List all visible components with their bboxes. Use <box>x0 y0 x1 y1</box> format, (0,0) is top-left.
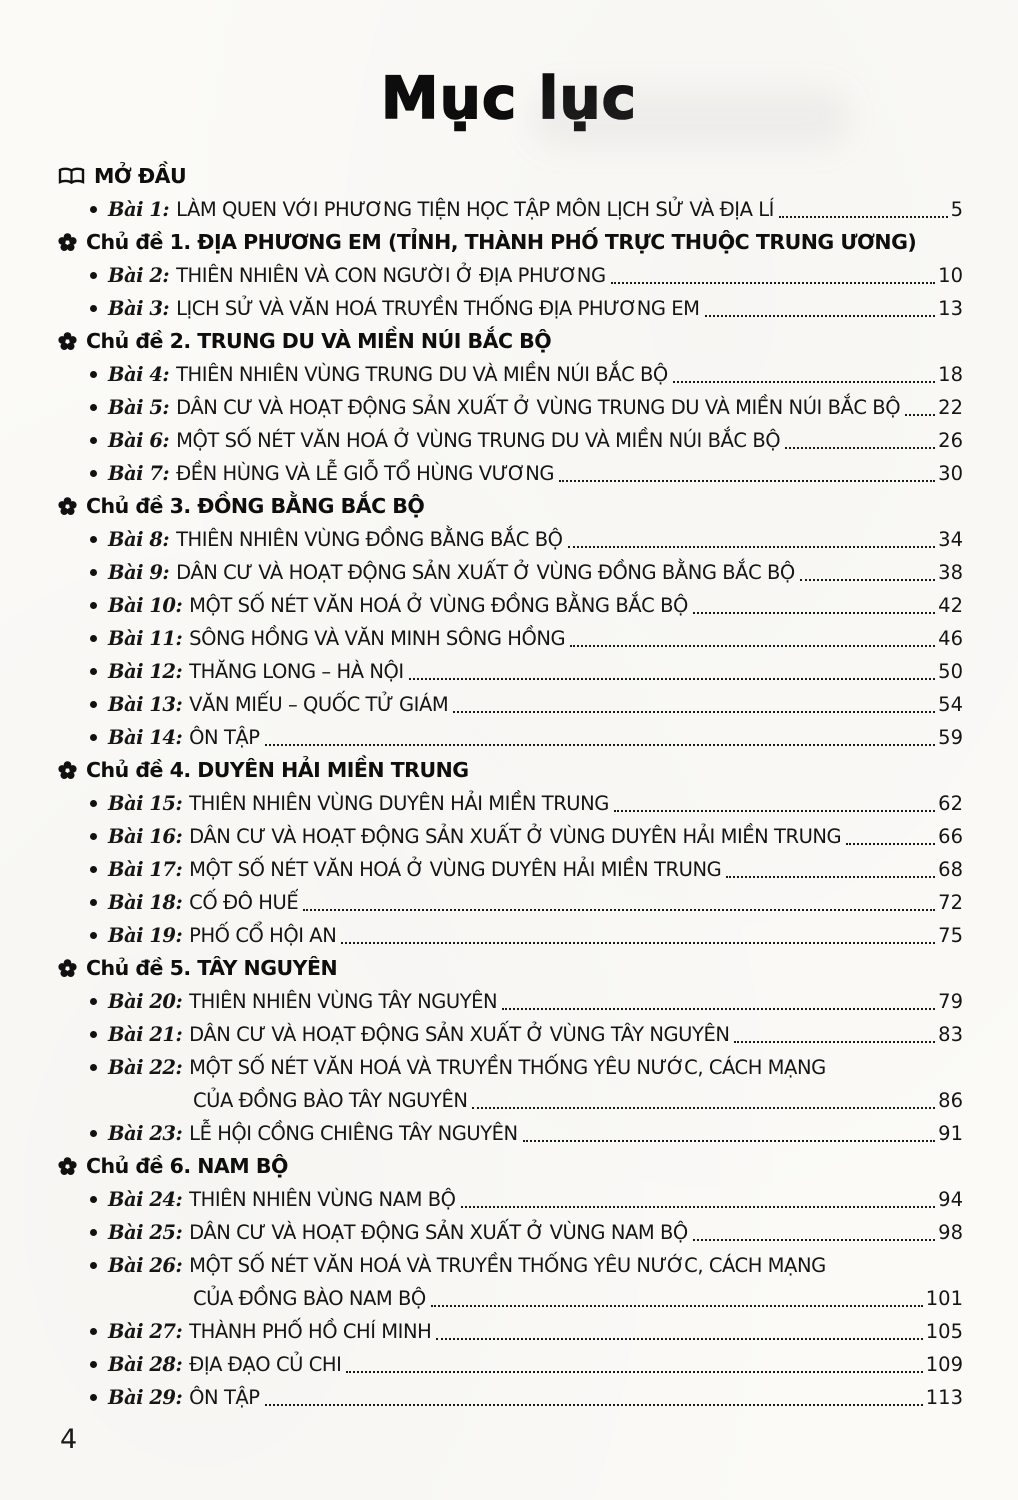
lesson-title: ĐỊA ĐẠO CỦ CHI <box>189 1352 342 1376</box>
dot-leader <box>905 414 935 416</box>
flower-icon <box>58 959 77 978</box>
bullet-icon <box>90 899 97 906</box>
toc-item <box>58 721 963 754</box>
lesson-page-number: 91 <box>938 1121 963 1145</box>
bullet-icon <box>90 833 97 840</box>
lesson-page-number: 72 <box>938 890 963 914</box>
bullet-icon <box>90 668 97 675</box>
lesson-title: DÂN CƯ VÀ HOẠT ĐỘNG SẢN XUẤT Ở VÙNG NAM BỘ <box>189 1220 688 1244</box>
bullet-icon <box>90 602 97 609</box>
lesson-title: MỘT SỐ NÉT VĂN HOÁ Ở VÙNG TRUNG DU VÀ MIỀN NÚI BẮC BỘ <box>176 428 781 452</box>
dot-leader <box>265 744 936 746</box>
lesson-label: Bài 22: <box>108 1055 183 1079</box>
toc-item <box>58 1183 963 1216</box>
lesson-title: SÔNG HỒNG VÀ VĂN MINH SÔNG HỒNG <box>189 626 566 650</box>
toc-item <box>58 1348 963 1381</box>
toc-item <box>58 523 963 556</box>
dot-leader <box>346 1371 922 1373</box>
bullet-icon <box>90 1229 97 1236</box>
lesson-title: THIÊN NHIÊN VÙNG ĐỒNG BẰNG BẮC BỘ <box>176 527 563 551</box>
lesson-page-number: 26 <box>938 428 963 452</box>
toc-section-label: Chủ đề 5. TÂY NGUYÊN <box>86 955 338 980</box>
toc-item <box>58 985 963 1018</box>
lesson-title: THIÊN NHIÊN VÙNG TRUNG DU VÀ MIỀN NÚI BẮC BỘ <box>176 362 668 386</box>
lesson-page-number: 50 <box>938 659 963 683</box>
lesson-page-number: 30 <box>938 461 963 485</box>
page-number: 4 <box>60 1424 78 1455</box>
dot-leader <box>785 447 935 449</box>
toc-section-header <box>58 226 963 259</box>
lesson-label: Bài 19: <box>108 923 183 947</box>
lesson-label: Bài 3: <box>108 296 170 320</box>
lesson-page-number: 34 <box>938 527 963 551</box>
lesson-label: Bài 13: <box>108 692 183 716</box>
lesson-page-number: 59 <box>938 725 963 749</box>
toc-item <box>58 424 963 457</box>
toc-section-label: Chủ đề 6. NAM BỘ <box>86 1153 288 1178</box>
toc-item <box>58 292 963 325</box>
lesson-page-number: 86 <box>938 1088 963 1112</box>
lesson-label: Bài 26: <box>108 1253 183 1277</box>
toc-section-label: Chủ đề 3. ĐỒNG BẰNG BẮC BỘ <box>86 493 425 518</box>
lesson-page-number: 94 <box>938 1187 963 1211</box>
bullet-icon <box>90 305 97 312</box>
lesson-label: Bài 9: <box>108 560 170 584</box>
bullet-icon <box>90 272 97 279</box>
lesson-page-number: 46 <box>938 626 963 650</box>
toc-item <box>58 1117 963 1150</box>
lesson-title: THIÊN NHIÊN VÙNG NAM BỘ <box>189 1187 456 1211</box>
toc-item <box>58 622 963 655</box>
lesson-page-number: 101 <box>925 1286 963 1310</box>
lesson-title: THIÊN NHIÊN VÀ CON NGƯỜI Ở ĐỊA PHƯƠNG <box>176 263 606 287</box>
lesson-label: Bài 1: <box>108 197 170 221</box>
lesson-title: DÂN CƯ VÀ HOẠT ĐỘNG SẢN XUẤT Ở VÙNG ĐỒNG BẰNG BẮC BỘ <box>176 560 795 584</box>
lesson-title: DÂN CƯ VÀ HOẠT ĐỘNG SẢN XUẤT Ở VÙNG TÂY NGUYÊN <box>189 1022 730 1046</box>
lesson-label: Bài 24: <box>108 1187 183 1211</box>
lesson-page-number: 42 <box>938 593 963 617</box>
lesson-label: Bài 6: <box>108 428 170 452</box>
lesson-label: Bài 4: <box>108 362 170 386</box>
lesson-title: LỄ HỘI CỒNG CHIÊNG TÂY NGUYÊN <box>189 1121 518 1145</box>
bullet-icon <box>90 635 97 642</box>
flower-icon <box>58 761 77 780</box>
lesson-label: Bài 28: <box>108 1352 183 1376</box>
toc-item <box>58 1315 963 1348</box>
dot-leader <box>611 282 936 284</box>
bullet-icon <box>90 470 97 477</box>
lesson-label: Bài 2: <box>108 263 170 287</box>
lesson-page-number: 79 <box>938 989 963 1013</box>
lesson-label: Bài 20: <box>108 989 183 1013</box>
lesson-label: Bài 11: <box>108 626 183 650</box>
dot-leader <box>265 1404 923 1406</box>
lesson-title: MỘT SỐ NÉT VĂN HOÁ VÀ TRUYỀN THỐNG YÊU NƯỚC, CÁCH MẠNG <box>189 1253 826 1277</box>
bullet-icon <box>90 998 97 1005</box>
dot-leader <box>614 810 935 812</box>
bullet-icon <box>90 206 97 213</box>
lesson-label: Bài 16: <box>108 824 183 848</box>
lesson-title: THĂNG LONG – HÀ NỘI <box>189 659 404 683</box>
bullet-icon <box>90 734 97 741</box>
bullet-icon <box>90 932 97 939</box>
toc-section-label: MỞ ĐẦU <box>94 163 187 188</box>
bullet-icon <box>90 866 97 873</box>
lesson-label: Bài 17: <box>108 857 183 881</box>
flower-icon <box>58 497 77 516</box>
lesson-page-number: 62 <box>938 791 963 815</box>
dot-leader <box>734 1041 935 1043</box>
dot-leader <box>461 1206 936 1208</box>
page-title: Mục lục <box>380 64 638 132</box>
lesson-label: Bài 27: <box>108 1319 183 1343</box>
toc-item <box>58 391 963 424</box>
flower-icon <box>58 233 77 252</box>
toc-section-header <box>58 754 963 787</box>
toc-item <box>58 1018 963 1051</box>
dot-leader <box>409 678 936 680</box>
dot-leader <box>705 315 936 317</box>
lesson-label: Bài 5: <box>108 395 170 419</box>
toc-item <box>58 1051 963 1084</box>
bullet-icon <box>90 569 97 576</box>
lesson-page-number: 98 <box>938 1220 963 1244</box>
dot-leader <box>341 942 935 944</box>
lesson-title: ÔN TẬP <box>189 1385 260 1409</box>
scan-bleedthrough <box>530 88 850 148</box>
toc-item <box>58 1216 963 1249</box>
bullet-icon <box>90 701 97 708</box>
lesson-page-number: 83 <box>938 1022 963 1046</box>
dot-leader <box>472 1107 935 1109</box>
lesson-page-number: 22 <box>938 395 963 419</box>
toc-section-header <box>58 952 963 985</box>
lesson-label: Bài 18: <box>108 890 183 914</box>
lesson-label: Bài 7: <box>108 461 170 485</box>
lesson-page-number: 38 <box>938 560 963 584</box>
toc-item <box>58 457 963 490</box>
toc-section-header <box>58 490 963 523</box>
lesson-label: Bài 8: <box>108 527 170 551</box>
lesson-title: DÂN CƯ VÀ HOẠT ĐỘNG SẢN XUẤT Ở VÙNG DUYÊN HẢI MIỀN TRUNG <box>189 824 842 848</box>
lesson-label: Bài 14: <box>108 725 183 749</box>
dot-leader <box>303 909 935 911</box>
toc-item <box>58 1381 963 1414</box>
bullet-icon <box>90 1064 97 1071</box>
lesson-title: LÀM QUEN VỚI PHƯƠNG TIỆN HỌC TẬP MÔN LỊCH SỬ VÀ ĐỊA LÍ <box>176 197 774 221</box>
bullet-icon <box>90 1130 97 1137</box>
toc-item <box>58 556 963 589</box>
bullet-icon <box>90 371 97 378</box>
dot-leader <box>800 579 935 581</box>
lesson-page-number: 109 <box>925 1352 963 1376</box>
dot-leader <box>726 876 935 878</box>
bullet-icon <box>90 1361 97 1368</box>
lesson-title: VĂN MIẾU – QUỐC TỬ GIÁM <box>189 692 449 716</box>
flower-icon <box>58 332 77 351</box>
lesson-label: Bài 12: <box>108 659 183 683</box>
toc-item-continuation <box>58 1084 963 1117</box>
bullet-icon <box>90 1031 97 1038</box>
dot-leader <box>431 1305 923 1307</box>
lesson-page-number: 113 <box>925 1385 963 1409</box>
bullet-icon <box>90 1262 97 1269</box>
lesson-title: MỘT SỐ NÉT VĂN HOÁ Ở VÙNG ĐỒNG BẰNG BẮC BỘ <box>189 593 688 617</box>
bullet-icon <box>90 1394 97 1401</box>
lesson-page-number: 75 <box>938 923 963 947</box>
toc-item-continuation <box>58 1282 963 1315</box>
dot-leader <box>779 216 948 218</box>
lesson-title: ÔN TẬP <box>189 725 260 749</box>
bullet-icon <box>90 404 97 411</box>
lesson-title-line2: CỦA ĐỒNG BÀO NAM BỘ <box>193 1286 426 1310</box>
open-book-icon <box>58 167 85 186</box>
toc-item <box>58 787 963 820</box>
toc-item <box>58 853 963 886</box>
lesson-title: DÂN CƯ VÀ HOẠT ĐỘNG SẢN XUẤT Ở VÙNG TRUNG DU VÀ MIỀN NÚI BẮC BỘ <box>176 395 901 419</box>
lesson-label: Bài 23: <box>108 1121 183 1145</box>
lesson-title: PHỐ CỔ HỘI AN <box>189 923 337 947</box>
dot-leader <box>570 645 935 647</box>
lesson-page-number: 66 <box>938 824 963 848</box>
dot-leader <box>568 546 936 548</box>
dot-leader <box>693 612 935 614</box>
toc-section-label: Chủ đề 2. TRUNG DU VÀ MIỀN NÚI BẮC BỘ <box>86 328 552 353</box>
lesson-page-number: 68 <box>938 857 963 881</box>
toc-item <box>58 688 963 721</box>
dot-leader <box>523 1140 935 1142</box>
toc-item <box>58 919 963 952</box>
toc-item <box>58 259 963 292</box>
bullet-icon <box>90 1328 97 1335</box>
toc-item <box>58 358 963 391</box>
dot-leader <box>436 1338 922 1340</box>
bullet-icon <box>90 437 97 444</box>
toc-item <box>58 655 963 688</box>
dot-leader <box>559 480 935 482</box>
toc-item <box>58 1249 963 1282</box>
dot-leader <box>673 381 935 383</box>
dot-leader <box>453 711 935 713</box>
lesson-title: THIÊN NHIÊN VÙNG TÂY NGUYÊN <box>189 989 498 1013</box>
table-of-contents <box>58 160 963 1414</box>
toc-item <box>58 820 963 853</box>
bullet-icon <box>90 536 97 543</box>
lesson-label: Bài 25: <box>108 1220 183 1244</box>
lesson-title: CỐ ĐÔ HUẾ <box>189 890 299 914</box>
lesson-title: THIÊN NHIÊN VÙNG DUYÊN HẢI MIỀN TRUNG <box>189 791 609 815</box>
toc-item <box>58 193 963 226</box>
lesson-title: THÀNH PHỐ HỒ CHÍ MINH <box>189 1319 432 1343</box>
lesson-title: MỘT SỐ NÉT VĂN HOÁ Ở VÙNG DUYÊN HẢI MIỀN TRUNG <box>189 857 722 881</box>
toc-item <box>58 589 963 622</box>
dot-leader <box>846 843 935 845</box>
lesson-label: Bài 21: <box>108 1022 183 1046</box>
lesson-page-number: 54 <box>938 692 963 716</box>
lesson-page-number: 10 <box>938 263 963 287</box>
lesson-label: Bài 29: <box>108 1385 183 1409</box>
toc-section-header <box>58 1150 963 1183</box>
toc-section-label: Chủ đề 4. DUYÊN HẢI MIỀN TRUNG <box>86 757 469 782</box>
toc-section-label: Chủ đề 1. ĐỊA PHƯƠNG EM (TỈNH, THÀNH PHỐ TRỰC THUỘC TRUNG ƯƠNG) <box>86 229 917 254</box>
bullet-icon <box>90 1196 97 1203</box>
lesson-page-number: 18 <box>938 362 963 386</box>
toc-section-header <box>58 160 963 193</box>
lesson-title-line2: CỦA ĐỒNG BÀO TÂY NGUYÊN <box>193 1088 468 1112</box>
dot-leader <box>693 1239 935 1241</box>
lesson-page-number: 5 <box>950 197 963 221</box>
toc-section-header <box>58 325 963 358</box>
lesson-title: ĐỀN HÙNG VÀ LỄ GIỖ TỔ HÙNG VƯƠNG <box>176 461 555 485</box>
flower-icon <box>58 1157 77 1176</box>
bullet-icon <box>90 800 97 807</box>
lesson-page-number: 13 <box>938 296 963 320</box>
lesson-page-number: 105 <box>925 1319 963 1343</box>
toc-item <box>58 886 963 919</box>
lesson-label: Bài 15: <box>108 791 183 815</box>
lesson-title: MỘT SỐ NÉT VĂN HOÁ VÀ TRUYỀN THỐNG YÊU NƯỚC, CÁCH MẠNG <box>189 1055 826 1079</box>
lesson-title: LỊCH SỬ VÀ VĂN HOÁ TRUYỀN THỐNG ĐỊA PHƯƠNG EM <box>176 296 700 320</box>
dot-leader <box>502 1008 935 1010</box>
lesson-label: Bài 10: <box>108 593 183 617</box>
